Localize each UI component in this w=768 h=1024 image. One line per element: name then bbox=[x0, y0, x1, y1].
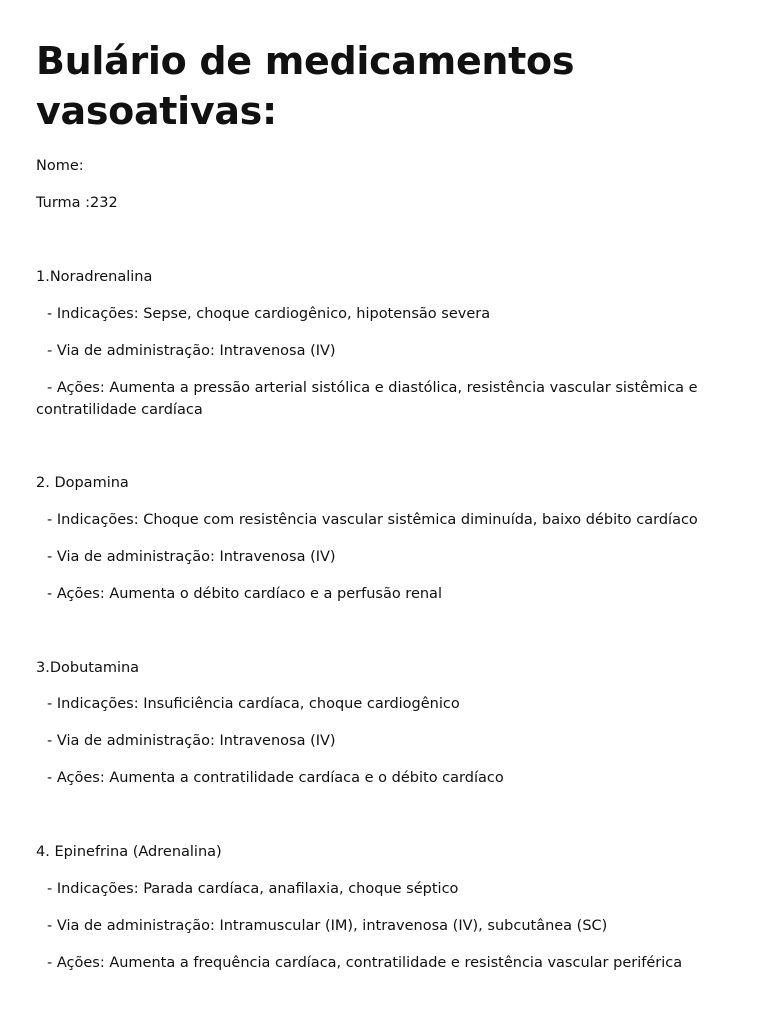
drug-route: - Via de administração: Intravenosa (IV) bbox=[47, 733, 336, 749]
document-title: Bulário de medicamentos vasoativas: bbox=[36, 39, 575, 133]
drug-actions: - Ações: Aumenta o débito cardíaco e a perfusão renal bbox=[47, 586, 442, 602]
drug-indications: - Indicações: Choque com resistência vascular sistêmica diminuída, baixo débito cardíaco bbox=[47, 512, 698, 528]
drug-heading: 1.Noradrenalina bbox=[36, 269, 153, 285]
drug-actions: - Ações: Aumenta a pressão arterial sistólica e diastólica, resistência vascular sistêmica e contratilidade cardíaca bbox=[36, 380, 703, 418]
drug-indications: - Indicações: Parada cardíaca, anafilaxia, choque séptico bbox=[47, 881, 459, 897]
class-label: Turma :232 bbox=[36, 195, 118, 211]
name-label: Nome: bbox=[36, 158, 84, 174]
drug-heading: 4. Epinefrina (Adrenalina) bbox=[36, 844, 222, 860]
drug-heading: 3.Dobutamina bbox=[36, 660, 140, 676]
drug-indications: - Indicações: Insuficiência cardíaca, choque cardiogênico bbox=[47, 696, 460, 712]
drug-actions: - Ações: Aumenta a contratilidade cardíaca e o débito cardíaco bbox=[47, 770, 504, 786]
drug-route: - Via de administração: Intravenosa (IV) bbox=[47, 549, 336, 565]
drug-heading: 2. Dopamina bbox=[36, 475, 129, 491]
drug-actions: - Ações: Aumenta a frequência cardíaca, contratilidade e resistência vascular periférica bbox=[47, 955, 683, 971]
drug-route: - Via de administração: Intramuscular (IM), intravenosa (IV), subcutânea (SC) bbox=[47, 918, 608, 934]
drug-route: - Via de administração: Intravenosa (IV) bbox=[47, 343, 336, 359]
drug-indications: - Indicações: Sepse, choque cardiogênico, hipotensão severa bbox=[47, 306, 491, 322]
